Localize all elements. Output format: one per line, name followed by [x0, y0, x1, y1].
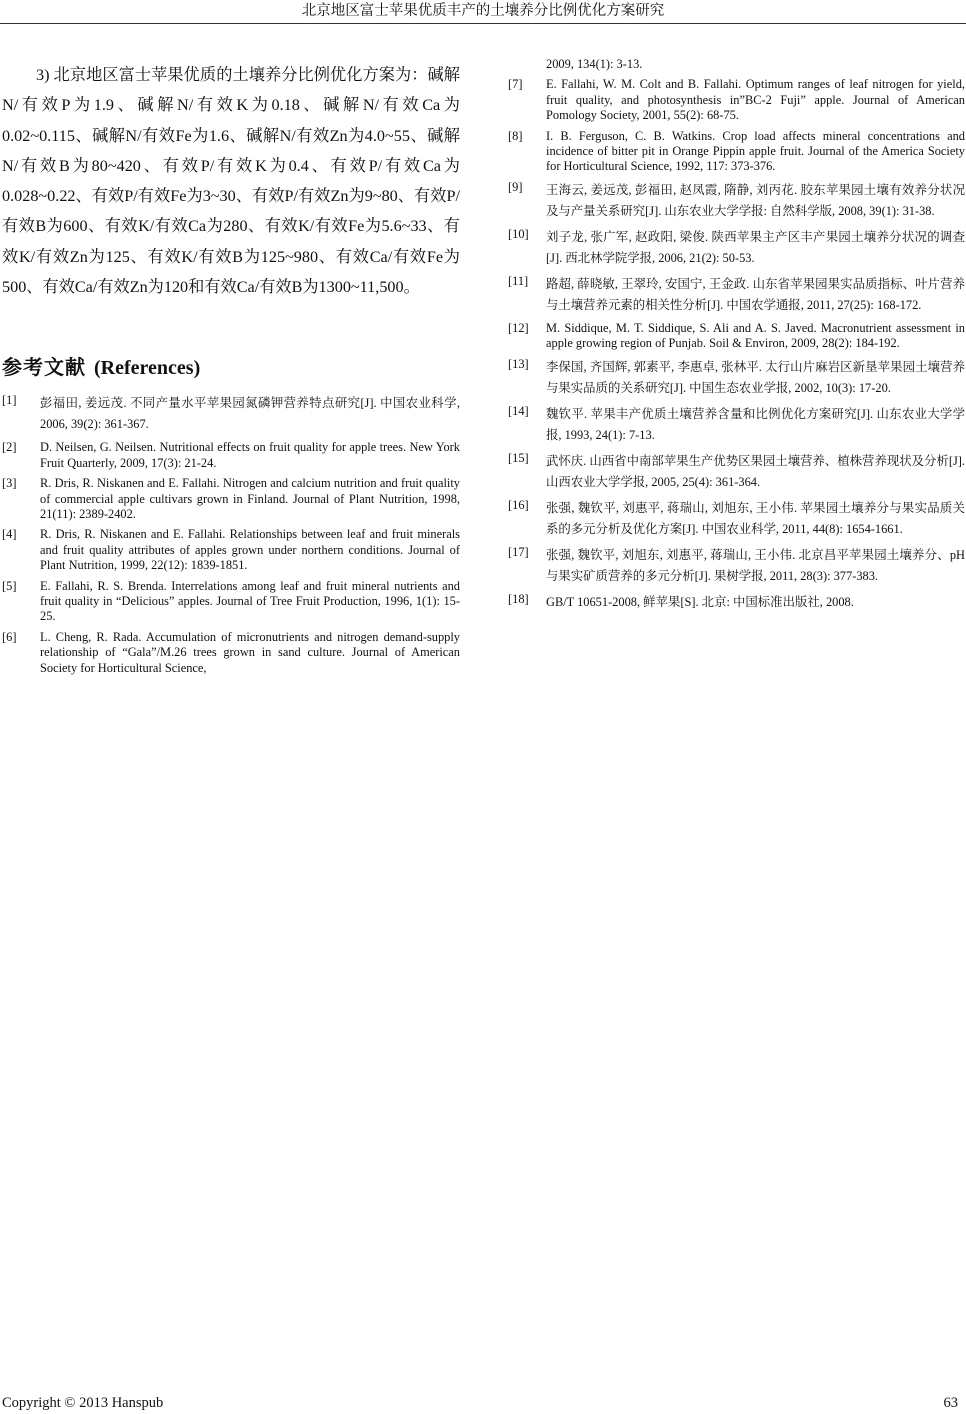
- reference-text: 魏钦平. 苹果丰产优质土壤营养含量和比例优化方案研究[J]. 山东农业大学学报, 1993, 24(1): 7-13.: [546, 406, 965, 442]
- reference-number: [5]: [2, 578, 17, 593]
- reference-text: E. Fallahi, W. M. Colt and B. Fallahi. Optimum ranges of leaf nitrogen for yield, fruit quality, and photosynthesis in”BC-2 Fuji” apple. Journal of American Pomology Society, 2001, 55(2): 68-75.: [546, 77, 965, 123]
- reference-item: [508, 180, 965, 222]
- reference-text: L. Cheng, R. Rada. Accumulation of micronutrients and nitrogen demand-supply relationship of “Gala”/M.26 trees grown in sand culture. Journal of American Society for Horticultural Science,: [40, 629, 460, 675]
- reference-item: [508, 498, 965, 540]
- reference-text: 彭福田, 姜远茂. 不同产量水平苹果园氮磷钾营养特点研究[J]. 中国农业科学, 2006, 39(2): 361-367.: [40, 396, 460, 432]
- reference-number: [3]: [2, 476, 17, 491]
- reference-item: [508, 404, 965, 446]
- page-number: 63: [943, 1395, 958, 1411]
- reference-text: M. Siddique, M. T. Siddique, S. Ali and A. S. Javed. Macronutrient assessment in apple growing region of Punjab. Soil & Environ, 2009, 28(2): 184-192.: [546, 320, 965, 351]
- reference-number: [4]: [2, 527, 17, 542]
- reference-item: [508, 545, 965, 587]
- footer-copyright: Copyright © 2013 Hanspub: [2, 1395, 164, 1411]
- references-heading: [2, 354, 460, 381]
- reference-text: D. Neilsen, G. Neilsen. Nutritional effects on fruit quality for apple trees. New York Fruit Quarterly, 2009, 17(3): 21-24.: [40, 440, 460, 470]
- reference-item: [508, 592, 965, 613]
- reference-number: [8]: [508, 128, 523, 143]
- reference-item: [508, 321, 965, 352]
- reference-number: [7]: [508, 77, 523, 92]
- references-heading-zh: 参考文献: [2, 355, 86, 380]
- reference-text: 武怀庆. 山西省中南部苹果生产优势区果园土壤营养、植株营养现状及分析[J]. 山西农业大学学报, 2005, 25(4): 361-364.: [546, 453, 965, 489]
- reference-item: [2, 527, 460, 573]
- reference-number: [12]: [508, 320, 529, 335]
- reference-item: [2, 476, 460, 522]
- reference-text: 王海云, 姜远茂, 彭福田, 赵凤霞, 隋静, 刘丙花. 胶东苹果园土壤有效养分状况及与产量关系研究[J]. 山东农业大学学报: 自然科学版, 2008, 39(1): 31-38.: [546, 182, 965, 218]
- reference-number: [13]: [508, 356, 529, 371]
- reference-number: [14]: [508, 403, 529, 418]
- reference-item: [508, 451, 965, 493]
- reference-number: [9]: [508, 179, 523, 194]
- conclusion-paragraph: 3) 北京地区富士苹果优质的土壤养分比例优化方案为：碱解N/有效P为1.9、碱解N/有效K为0.18、碱解N/有效Ca为0.02~0.115、碱解N/有效Fe为1.6、碱解N/有效Zn为4.0~55、碱解N/有效B为80~420、有效P/有效K为0.4、有效P/有效Ca为0.028~0.22、有效P/有效Fe为3~30、有效P/有效Zn为9~80、有效P/有效B为600、有效K/有效Ca为280、有效K/有效Fe为5.6~33、有效K/有效Zn为125、有效K/有效B为125~980、有效Ca/有效Fe为500、有效Ca/有效Zn为120和有效Ca/有效B为1300~11,500。: [2, 66, 460, 297]
- reference-item: [508, 274, 965, 316]
- reference-item: [508, 227, 965, 269]
- left-column: [2, 60, 460, 681]
- reference-item: [2, 393, 460, 435]
- running-header: 北京地区富士苹果优质丰产的土壤养分比例优化方案研究: [301, 3, 665, 19]
- reference-item: [508, 357, 965, 399]
- reference-text: 刘子龙, 张广军, 赵政阳, 梁俊. 陕西苹果主产区丰产果园土壤养分状况的调查[J]. 西北林学院学报, 2006, 21(2): 50-53.: [546, 229, 965, 265]
- reference-item: [2, 630, 460, 676]
- reference-item: [2, 579, 460, 625]
- reference-text: I. B. Ferguson, C. B. Watkins. Crop load affects mineral concentrations and incidence of bitter pit in Orange Pippin apple fruit. Journal of the America Society for Horticultural Science, 1992, 117: 373-376.: [546, 128, 965, 174]
- reference-list-left: [2, 393, 460, 676]
- reference-text: E. Fallahi, R. S. Brenda. Interrelations among leaf and fruit mineral nutrients and fruit quality in “Delicious” apples. Journal of Tree Fruit Production, 1996, 1(1): 15-25.: [40, 578, 460, 624]
- reference-text: R. Dris, R. Niskanen and E. Fallahi. Relationships between leaf and fruit minerals and fruit quality attributes of apples grown under northern conditions. Journal of Plant Nutrition, 1999, 22(12): 1839-1851.: [40, 527, 460, 573]
- reference-number: [1]: [2, 393, 17, 408]
- reference-number: [6]: [2, 629, 17, 644]
- reference-continuation: 2009, 134(1): 3-13.: [546, 57, 643, 71]
- reference-text: 路超, 薛晓敏, 王翠玲, 安国宁, 王金政. 山东省苹果园果实品质指标、叶片营养与土壤营养元素的相关性分析[J]. 中国农学通报, 2011, 27(25): 168-172.: [546, 276, 965, 312]
- references-heading-en: (References): [94, 357, 201, 380]
- reference-text: 张强, 魏钦平, 刘惠平, 蒋瑞山, 刘旭东, 王小伟. 苹果园土壤养分与果实品质关系的多元分析及优化方案[J]. 中国农业科学, 2011, 44(8): 1654-1661.: [546, 500, 965, 536]
- reference-text: 张强, 魏钦平, 刘旭东, 刘惠平, 蒋瑞山, 王小伟. 北京昌平苹果园土壤养分、pH与果实矿质营养的多元分析[J]. 果树学报, 2011, 28(3): 377-383.: [546, 547, 965, 583]
- reference-number: [10]: [508, 226, 529, 241]
- reference-item: [2, 440, 460, 471]
- reference-number: [15]: [508, 450, 529, 465]
- reference-number: [2]: [2, 440, 17, 455]
- reference-number: [18]: [508, 591, 529, 606]
- reference-number: [11]: [508, 273, 529, 288]
- reference-number: [17]: [508, 544, 529, 559]
- reference-text: R. Dris, R. Niskanen and E. Fallahi. Nitrogen and calcium nutrition and fruit quality of commercial apple cultivars grown in Finland. Journal of Plant Nutrition, 1998, 21(11): 2389-2402.: [40, 476, 460, 521]
- right-column: [508, 57, 965, 618]
- header-rule: [0, 23, 966, 24]
- reference-item: [508, 77, 965, 123]
- reference-text: GB/T 10651-2008, 鲜苹果[S]. 北京: 中国标准出版社, 2008.: [546, 594, 854, 609]
- reference-number: [16]: [508, 497, 529, 512]
- reference-text: 李保国, 齐国辉, 郭素平, 李惠卓, 张林平. 太行山片麻岩区新垦苹果园土壤营养与果实品质的关系研究[J]. 中国生态农业学报, 2002, 10(3): 17-20.: [546, 359, 965, 395]
- reference-item: [508, 129, 965, 175]
